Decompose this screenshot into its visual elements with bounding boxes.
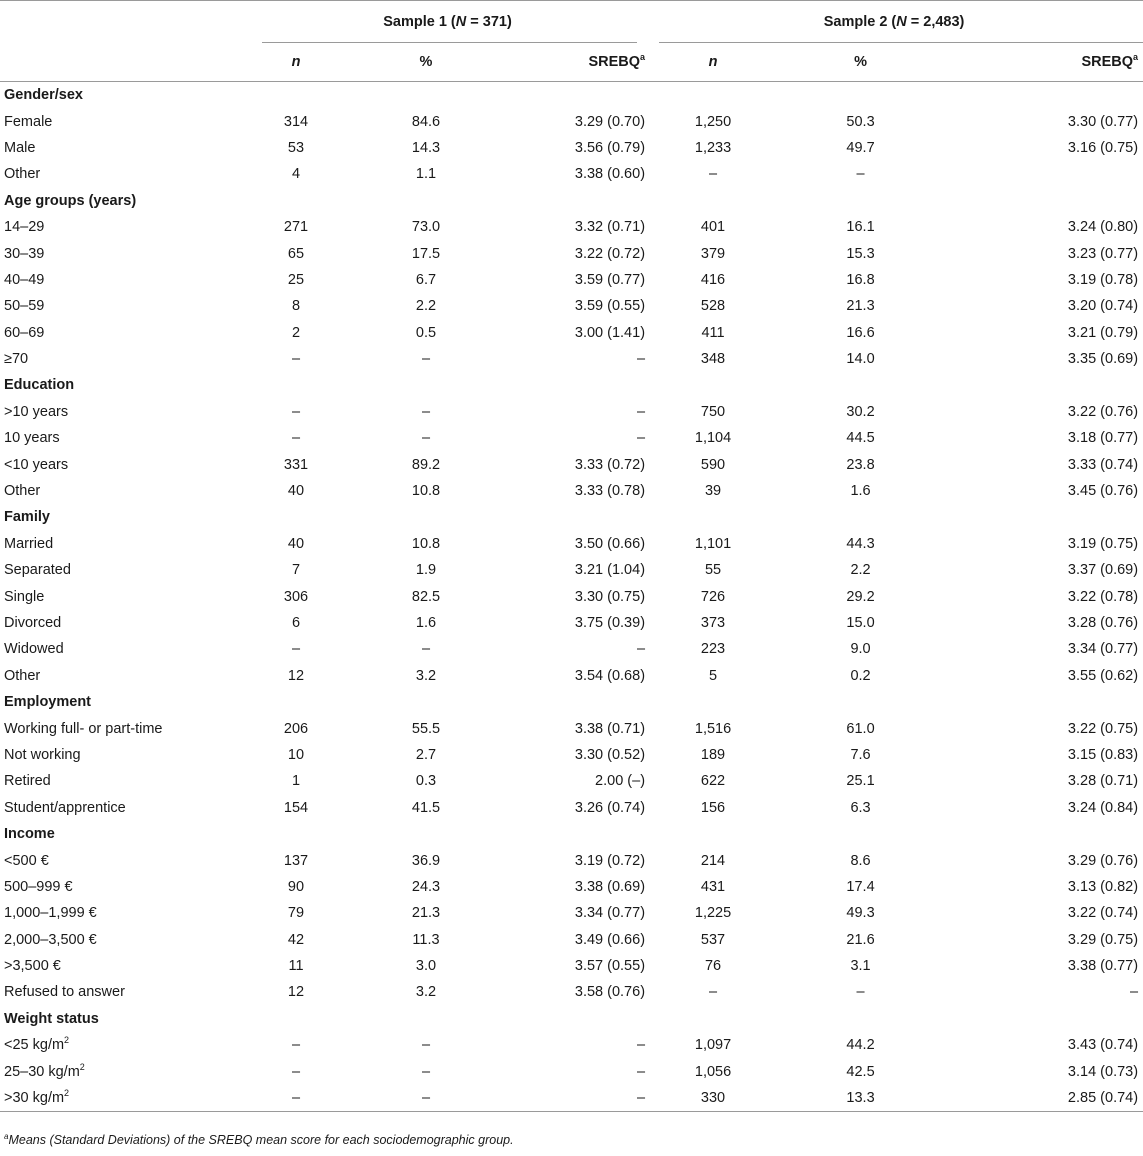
table-row bbox=[0, 847, 1143, 873]
s2-pct-cell: 44.3 bbox=[846, 535, 875, 552]
s2-pct-cell: 49.7 bbox=[846, 139, 875, 156]
row-label: 60–69 bbox=[4, 324, 45, 341]
row-label: >3,500 € bbox=[4, 958, 61, 975]
s2-pct-cell: 15.3 bbox=[846, 245, 875, 262]
s2-srebq-cell: 3.43 (0.74) bbox=[1067, 1037, 1139, 1054]
s2-pct-cell: 16.1 bbox=[846, 219, 875, 236]
table-body bbox=[0, 82, 1143, 1112]
s1-pct-cell: 41.5 bbox=[411, 799, 441, 816]
s2-n-cell: 401 bbox=[700, 219, 726, 236]
row-label: >10 years bbox=[4, 403, 69, 420]
s2-pct-cell: 29.2 bbox=[846, 588, 875, 605]
s2-pct-cell: 25.1 bbox=[846, 773, 875, 790]
s1-srebq-cell: 3.59 (0.55) bbox=[574, 298, 646, 315]
section-label: Employment bbox=[4, 694, 92, 711]
s1-pct-cell: 89.2 bbox=[411, 456, 441, 473]
s1-srebq-cell: 3.34 (0.77) bbox=[574, 905, 646, 922]
s1-n-cell: – bbox=[291, 641, 301, 658]
row-label: Male bbox=[4, 139, 36, 156]
s1-srebq-cell: 3.58 (0.76) bbox=[574, 984, 646, 1001]
s1-srebq-cell: 2.00 (–) bbox=[595, 773, 646, 790]
s1-srebq-cell: – bbox=[636, 641, 646, 658]
table-row bbox=[0, 531, 1143, 557]
s2-n-cell: 1,101 bbox=[694, 535, 732, 552]
s1-n-cell: 4 bbox=[291, 166, 301, 183]
row-label: Other bbox=[4, 166, 41, 183]
s1-pct-cell: 1.1 bbox=[415, 166, 437, 183]
section-header-row bbox=[0, 82, 1143, 109]
s1-pct-cell: – bbox=[421, 351, 431, 368]
s2-n-cell: 750 bbox=[700, 403, 726, 420]
s2-pct-cell: 44.5 bbox=[846, 430, 875, 447]
sample1-header: Sample 1 (N = 371) bbox=[250, 1, 645, 44]
s2-n-cell: 39 bbox=[704, 483, 722, 500]
s2-pct-cell: 0.2 bbox=[850, 667, 871, 684]
s2-srebq-cell: 3.24 (0.84) bbox=[1067, 799, 1139, 816]
table-row bbox=[0, 240, 1143, 266]
s2-srebq-cell: 3.28 (0.71) bbox=[1067, 773, 1139, 790]
s1-srebq-cell: 3.29 (0.70) bbox=[574, 113, 646, 130]
s1-srebq-cell: – bbox=[636, 430, 646, 447]
s1-n-cell: 206 bbox=[283, 720, 309, 737]
table-row bbox=[0, 214, 1143, 240]
table-row bbox=[0, 900, 1143, 926]
row-label: ≥70 bbox=[4, 351, 29, 368]
s2-n-cell: 726 bbox=[700, 588, 726, 605]
row-label: Not working bbox=[4, 746, 81, 763]
table-row bbox=[0, 663, 1143, 689]
s1-pct-cell: 14.3 bbox=[411, 139, 441, 156]
row-label: <10 years bbox=[4, 456, 69, 473]
s1-srebq-header: SREBQ$^a$ bbox=[510, 43, 645, 82]
section-label: Family bbox=[4, 509, 50, 526]
table-row bbox=[0, 1085, 1143, 1112]
s2-n-cell: 1,516 bbox=[694, 720, 732, 737]
s1-pct-cell: – bbox=[421, 403, 431, 420]
s1-pct-cell: 21.3 bbox=[411, 905, 441, 922]
row-label: Refused to answer bbox=[4, 984, 125, 1001]
s1-n-cell: 8 bbox=[291, 298, 301, 315]
s1-pct-cell: 55.5 bbox=[411, 720, 441, 737]
table-row bbox=[0, 715, 1143, 741]
empty-header-cell bbox=[0, 1, 250, 44]
table-row bbox=[0, 1032, 1143, 1058]
section-label: Education bbox=[4, 377, 75, 394]
s1-srebq-cell: 3.22 (0.72) bbox=[574, 245, 646, 262]
section-header-row bbox=[0, 372, 1143, 398]
s1-pct-cell: 10.8 bbox=[411, 483, 441, 500]
s2-n-header: n bbox=[645, 43, 781, 82]
s1-srebq-cell: 3.00 (1.41) bbox=[574, 324, 646, 341]
s2-n-cell: 156 bbox=[700, 799, 726, 816]
s1-n-cell: 11 bbox=[288, 958, 304, 975]
s1-srebq-cell: 3.30 (0.75) bbox=[574, 588, 646, 605]
s2-n-cell: 590 bbox=[700, 456, 726, 473]
s1-pct-cell: 82.5 bbox=[411, 588, 441, 605]
s1-n-cell: 271 bbox=[283, 219, 309, 236]
s2-pct-cell: 23.8 bbox=[846, 456, 875, 473]
s1-n-cell: – bbox=[291, 1037, 301, 1054]
s2-n-cell: 1,056 bbox=[694, 1063, 732, 1080]
table-row bbox=[0, 399, 1143, 425]
table-row bbox=[0, 768, 1143, 794]
table-row bbox=[0, 108, 1143, 134]
sample2-header: Sample 2 (N = 2,483) bbox=[645, 1, 1143, 44]
s2-pct-cell: 3.1 bbox=[850, 958, 871, 975]
s1-srebq-cell: 3.26 (0.74) bbox=[574, 799, 646, 816]
s1-srebq-cell: 3.57 (0.55) bbox=[574, 958, 646, 975]
s1-pct-cell: 24.3 bbox=[411, 878, 441, 895]
table-row bbox=[0, 161, 1143, 187]
s1-n-cell: 90 bbox=[287, 878, 305, 895]
s2-n-cell: 528 bbox=[700, 298, 726, 315]
s1-n-cell: – bbox=[250, 1085, 342, 1112]
s2-pct-cell: 13.3 bbox=[781, 1085, 940, 1112]
s2-srebq-cell bbox=[940, 161, 1143, 187]
s2-n-cell: 1,233 bbox=[694, 139, 732, 156]
s1-n-cell: 40 bbox=[287, 483, 305, 500]
s2-srebq-cell: 3.22 (0.76) bbox=[1067, 403, 1139, 420]
s2-n-cell: – bbox=[708, 166, 718, 183]
s2-pct-cell: 8.6 bbox=[850, 852, 871, 869]
s2-srebq-cell: 3.29 (0.75) bbox=[1067, 931, 1139, 948]
s2-pct-cell: 16.6 bbox=[846, 324, 875, 341]
s1-srebq-cell: – bbox=[636, 403, 646, 420]
s2-srebq-cell: 3.22 (0.78) bbox=[1067, 588, 1139, 605]
s1-srebq-cell: 3.38 (0.71) bbox=[574, 720, 646, 737]
s1-n-cell: 53 bbox=[287, 139, 305, 156]
s1-n-cell: 331 bbox=[283, 456, 309, 473]
s2-srebq-cell: 3.24 (0.80) bbox=[1067, 219, 1139, 236]
s1-n-cell: 1 bbox=[291, 773, 301, 790]
row-label: Female bbox=[4, 113, 53, 130]
s1-pct-cell: 11.3 bbox=[412, 931, 440, 948]
s2-pct-cell: 17.4 bbox=[846, 878, 875, 895]
s2-srebq-cell: 3.21 (0.79) bbox=[1067, 324, 1139, 341]
s2-pct-cell: 14.0 bbox=[846, 351, 875, 368]
s2-srebq-cell: 3.15 (0.83) bbox=[1067, 746, 1139, 763]
s1-srebq-cell: 3.19 (0.72) bbox=[574, 852, 646, 869]
s1-pct-cell: 0.3 bbox=[415, 773, 437, 790]
s1-srebq-cell: 3.50 (0.66) bbox=[574, 535, 646, 552]
s1-srebq-cell: 3.33 (0.72) bbox=[574, 456, 646, 473]
row-label: Single bbox=[4, 588, 45, 605]
s1-pct-cell: 2.7 bbox=[415, 746, 437, 763]
table-row bbox=[0, 346, 1143, 372]
row-label: Divorced bbox=[4, 615, 62, 631]
s1-srebq-cell: 3.56 (0.79) bbox=[574, 139, 646, 156]
row-label: Married bbox=[4, 535, 54, 552]
s2-srebq-cell: 3.35 (0.69) bbox=[1067, 351, 1139, 368]
s2-pct-cell: 21.6 bbox=[846, 931, 875, 948]
s2-pct-cell: 2.2 bbox=[850, 562, 871, 579]
table-row bbox=[0, 795, 1143, 821]
s2-n-cell: 223 bbox=[700, 641, 726, 658]
s2-srebq-cell: 3.29 (0.76) bbox=[1067, 852, 1139, 869]
s2-srebq-cell: 3.18 (0.77) bbox=[1067, 430, 1139, 447]
s2-srebq-cell: 3.22 (0.75) bbox=[1067, 720, 1139, 737]
s2-srebq-cell: 3.19 (0.78) bbox=[1067, 271, 1139, 288]
s2-n-cell: 373 bbox=[700, 615, 726, 631]
s1-n-cell: – bbox=[291, 1063, 301, 1080]
s2-n-cell: 379 bbox=[700, 245, 726, 262]
s2-srebq-cell: 3.30 (0.77) bbox=[1067, 113, 1139, 130]
s2-srebq-cell: 3.38 (0.77) bbox=[1067, 958, 1139, 975]
row-label: >30 $kg/m^2$ bbox=[0, 1085, 250, 1112]
s1-srebq-cell: – bbox=[636, 1037, 646, 1054]
s2-pct-cell: 16.8 bbox=[846, 271, 875, 288]
s2-pct-cell: 49.3 bbox=[846, 905, 875, 922]
s1-n-cell: 12 bbox=[287, 984, 305, 1001]
s2-srebq-cell: 3.20 (0.74) bbox=[1067, 298, 1139, 315]
s1-n-cell: 42 bbox=[287, 931, 305, 948]
s1-n-cell: 154 bbox=[283, 799, 309, 816]
s1-pct-header: % bbox=[342, 43, 510, 82]
s1-pct-cell: – bbox=[421, 1063, 431, 1080]
s2-srebq-header: SREBQ$^a$ bbox=[940, 43, 1143, 82]
table-row bbox=[0, 874, 1143, 900]
section-label: Weight status bbox=[4, 1010, 99, 1027]
s1-pct-cell: 0.5 bbox=[415, 324, 437, 341]
row-label: 14–29 bbox=[4, 219, 45, 236]
s1-srebq-cell: 3.49 (0.66) bbox=[574, 931, 646, 948]
s1-pct-cell: – bbox=[342, 1085, 510, 1112]
s2-pct-cell: 50.3 bbox=[846, 113, 875, 130]
table-row bbox=[0, 320, 1143, 346]
s1-srebq-cell: 3.75 (0.39) bbox=[574, 615, 646, 631]
section-label: Income bbox=[4, 826, 55, 843]
s2-n-cell: – bbox=[708, 984, 718, 1001]
s1-pct-cell: – bbox=[421, 641, 431, 658]
s1-n-cell: 2 bbox=[291, 324, 301, 341]
s1-n-cell: 12 bbox=[287, 667, 305, 684]
s2-pct-cell: 1.6 bbox=[850, 483, 871, 500]
s2-pct-cell: 9.0 bbox=[850, 641, 871, 658]
s1-pct-cell: 1.6 bbox=[415, 615, 437, 631]
row-label: Other bbox=[4, 483, 41, 500]
row-label: 30–39 bbox=[4, 245, 45, 262]
row-label: Widowed bbox=[4, 641, 64, 658]
table-row bbox=[0, 135, 1143, 161]
s1-n-cell: – bbox=[291, 351, 301, 368]
s2-pct-cell: 21.3 bbox=[846, 298, 875, 315]
row-label: Working full- or part-time bbox=[4, 720, 163, 737]
table-row bbox=[0, 742, 1143, 768]
s1-srebq-cell: 3.21 (1.04) bbox=[574, 562, 646, 579]
s2-pct-cell: 44.2 bbox=[846, 1037, 875, 1054]
s2-n-cell: 537 bbox=[700, 931, 726, 948]
s1-srebq-cell: 3.32 (0.71) bbox=[574, 219, 646, 236]
s2-n-cell: 5 bbox=[708, 667, 718, 684]
s1-srebq-cell: – bbox=[636, 351, 646, 368]
s2-srebq-cell: 3.19 (0.75) bbox=[1067, 535, 1139, 552]
section-header-row bbox=[0, 504, 1143, 530]
s1-srebq-cell: 3.38 (0.69) bbox=[574, 878, 646, 895]
table-row bbox=[0, 293, 1143, 319]
section-header-row bbox=[0, 1006, 1143, 1032]
s2-pct-header: % bbox=[781, 43, 940, 82]
row-label: 50–59 bbox=[4, 298, 45, 315]
row-label: 25–30 $kg/m^2$ bbox=[4, 1061, 85, 1080]
s1-srebq-cell: 3.38 (0.60) bbox=[574, 166, 646, 183]
s1-pct-cell: – bbox=[421, 430, 431, 447]
s2-n-cell: 411 bbox=[701, 324, 725, 341]
s1-pct-cell: – bbox=[421, 1037, 431, 1054]
row-label: <25 $kg/m^2$ bbox=[4, 1035, 70, 1054]
s1-srebq-cell: 3.59 (0.77) bbox=[574, 271, 646, 288]
s1-pct-cell: 3.2 bbox=[415, 984, 437, 1001]
s2-n-cell: 431 bbox=[700, 878, 726, 895]
s1-n-cell: 65 bbox=[287, 245, 305, 262]
section-header-row bbox=[0, 821, 1143, 847]
s2-pct-cell: 6.3 bbox=[850, 799, 871, 816]
row-label: Separated bbox=[4, 562, 71, 579]
s2-srebq-cell: – bbox=[1129, 984, 1139, 1001]
s2-pct-cell: 42.5 bbox=[846, 1063, 875, 1080]
s2-pct-cell: 15.0 bbox=[846, 615, 875, 631]
row-label: <500 € bbox=[4, 852, 49, 869]
column-header-row bbox=[0, 43, 1143, 82]
table-row bbox=[0, 979, 1143, 1005]
s1-srebq-cell: – bbox=[510, 1085, 645, 1112]
s2-n-cell: 1,097 bbox=[694, 1037, 732, 1054]
table-row bbox=[0, 451, 1143, 477]
table-row bbox=[0, 1058, 1143, 1084]
s2-n-cell: 214 bbox=[700, 852, 726, 869]
s1-pct-cell: 17.5 bbox=[411, 245, 441, 262]
group-header-row bbox=[0, 1, 1143, 44]
s2-srebq-cell: 3.14 (0.73) bbox=[1067, 1063, 1139, 1080]
s2-n-cell: 1,104 bbox=[694, 430, 732, 447]
s2-pct-cell: – bbox=[856, 166, 865, 183]
s2-srebq-cell: 3.45 (0.76) bbox=[1067, 483, 1139, 500]
s2-n-cell: 189 bbox=[700, 746, 726, 763]
s1-pct-cell: 36.9 bbox=[411, 852, 441, 869]
s2-pct-cell: 30.2 bbox=[846, 403, 875, 420]
s1-n-cell: 314 bbox=[283, 113, 309, 130]
row-label: Retired bbox=[4, 773, 51, 790]
s1-pct-cell: 6.7 bbox=[415, 271, 437, 288]
s2-srebq-cell: 2.85 (0.74) bbox=[940, 1085, 1143, 1112]
s2-srebq-cell: 3.16 (0.75) bbox=[1067, 139, 1139, 156]
s2-n-cell: 330 bbox=[645, 1085, 781, 1112]
s1-srebq-cell: – bbox=[636, 1063, 646, 1080]
row-label: 10 years bbox=[4, 430, 60, 447]
s1-srebq-cell: 3.33 (0.78) bbox=[574, 483, 646, 500]
s2-srebq-cell: 3.13 (0.82) bbox=[1067, 878, 1139, 895]
s1-n-cell: – bbox=[291, 430, 301, 447]
section-header-row bbox=[0, 188, 1143, 214]
section-label: Age groups (years) bbox=[4, 192, 137, 209]
s2-srebq-cell: 3.34 (0.77) bbox=[1067, 641, 1139, 658]
section-label: Gender/sex bbox=[4, 87, 83, 104]
s1-pct-cell: 1.9 bbox=[415, 562, 437, 579]
row-label: 500–999 € bbox=[4, 878, 73, 895]
row-label: 1,000–1,999 € bbox=[4, 905, 97, 922]
s2-n-cell: 348 bbox=[700, 351, 726, 368]
s1-n-cell: 137 bbox=[283, 852, 309, 869]
s1-pct-cell: 73.0 bbox=[411, 219, 441, 236]
table-row bbox=[0, 267, 1143, 293]
table-row bbox=[0, 583, 1143, 609]
s2-n-cell: 416 bbox=[700, 271, 726, 288]
s2-srebq-cell: 3.28 (0.76) bbox=[1067, 615, 1139, 631]
s2-pct-cell: 61.0 bbox=[846, 720, 875, 737]
s2-pct-cell: – bbox=[856, 984, 865, 1001]
s1-n-cell: 7 bbox=[291, 562, 301, 579]
table-row bbox=[0, 927, 1143, 953]
s2-n-cell: 622 bbox=[700, 773, 726, 790]
s1-srebq-cell: 3.54 (0.68) bbox=[574, 667, 646, 684]
table-row bbox=[0, 478, 1143, 504]
s2-srebq-cell: 3.37 (0.69) bbox=[1067, 562, 1139, 579]
row-label: 40–49 bbox=[4, 271, 45, 288]
s2-srebq-cell: 3.22 (0.74) bbox=[1067, 905, 1139, 922]
table-row bbox=[0, 953, 1143, 979]
s2-srebq-cell: 3.23 (0.77) bbox=[1067, 245, 1139, 262]
row-label: 2,000–3,500 € bbox=[4, 931, 97, 948]
s2-n-cell: 1,250 bbox=[694, 113, 732, 130]
s2-pct-cell: 7.6 bbox=[850, 746, 871, 763]
s1-n-cell: 306 bbox=[283, 588, 309, 605]
s2-n-cell: 55 bbox=[704, 562, 722, 579]
row-label: Other bbox=[4, 667, 41, 684]
s1-pct-cell: 10.8 bbox=[411, 535, 441, 552]
s1-pct-cell: 84.6 bbox=[411, 113, 441, 130]
s1-n-header: n bbox=[250, 43, 342, 82]
table-row bbox=[0, 610, 1143, 636]
s1-n-cell: 6 bbox=[291, 615, 301, 631]
s1-n-cell: – bbox=[291, 403, 301, 420]
s1-n-cell: 79 bbox=[287, 905, 305, 922]
s2-n-cell: 76 bbox=[704, 958, 722, 975]
s1-n-cell: 25 bbox=[287, 271, 305, 288]
table-row bbox=[0, 557, 1143, 583]
table-row bbox=[0, 425, 1143, 451]
s2-srebq-cell: 3.33 (0.74) bbox=[1067, 456, 1139, 473]
table-row bbox=[0, 636, 1143, 662]
empty-subheader-cell bbox=[0, 43, 250, 82]
s1-pct-cell: 3.0 bbox=[415, 958, 437, 975]
s2-n-cell: 1,225 bbox=[694, 905, 732, 922]
section-header-row bbox=[0, 689, 1143, 715]
row-label: Student/apprentice bbox=[4, 799, 126, 816]
s1-pct-cell: 2.2 bbox=[415, 298, 437, 315]
s1-pct-cell: 3.2 bbox=[415, 667, 437, 684]
table-footnote: $^a$Means (Standard Deviations) of the SREBQ mean score for each sociodemographic group. bbox=[4, 1132, 514, 1148]
s1-srebq-cell: 3.30 (0.52) bbox=[574, 746, 646, 763]
s2-srebq-cell: 3.55 (0.62) bbox=[1067, 667, 1139, 684]
s1-n-cell: 10 bbox=[287, 746, 305, 763]
s1-n-cell: 40 bbox=[287, 535, 305, 552]
